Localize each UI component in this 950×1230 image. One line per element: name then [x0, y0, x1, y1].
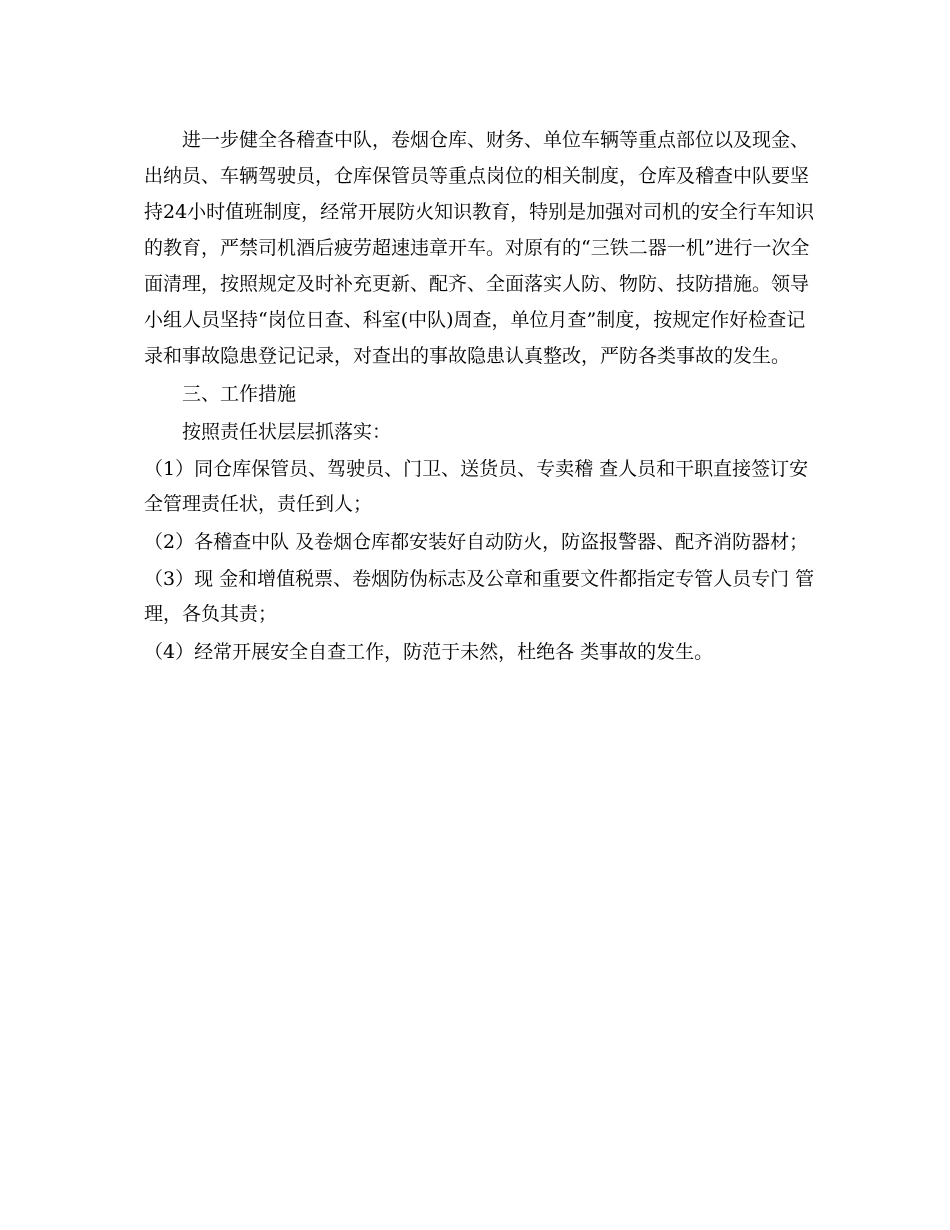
paragraph-line: 小组人员坚持“岗位日查、科室(中队)周查，单位月查”制度，按规定作好检查记: [144, 309, 806, 331]
list-item-line: （1）同仓库保管员、驾驶员、门卫、送货员、专卖稽 查人员和干职直接签订安: [144, 458, 809, 480]
paragraph-line: 进一步健全各稽查中队，卷烟仓库、财务、单位车辆等重点部位以及现金、: [182, 129, 810, 151]
list-item-line: （4）经常开展安全自查工作，防范于未然，杜绝各 类事故的发生。: [144, 641, 714, 663]
list-item-line: （2）各稽查中队 及卷烟仓库都安装好自动防火，防盗报警器、配齐消防器材；: [144, 531, 809, 553]
list-item-line: （3）现 金和增值税票、卷烟防伪标志及公章和重要文件都指定专管人员专门 管: [144, 568, 815, 590]
paragraph-line: 出纳员、车辆驾驶员，仓库保管员等重点岗位的相关制度，仓库及稽查中队要坚: [144, 165, 810, 187]
paragraph-line: 持24小时值班制度，经常开展防火知识教育，特别是加强对司机的安全行车知识: [144, 201, 815, 223]
list-item-line: 全管理责任状，责任到人；: [144, 493, 373, 515]
intro-text: 按照责任状层层抓落实：: [182, 421, 392, 443]
paragraph-line: 面清理，按照规定及时补充更新、配齐、全面落实人防、物防、技防措施。领导: [144, 273, 810, 295]
paragraph-line: 的教育，严禁司机酒后疲劳超速违章开车。对原有的“三铁二器一机”进行一次全: [144, 237, 810, 259]
list-item-line: 理，各负其责；: [144, 603, 278, 625]
section-heading: 三、工作措施: [182, 383, 297, 405]
paragraph-line: 录和事故隐患登记记录，对查出的事故隐患认真整改，严防各类事故的发生。: [144, 345, 791, 367]
